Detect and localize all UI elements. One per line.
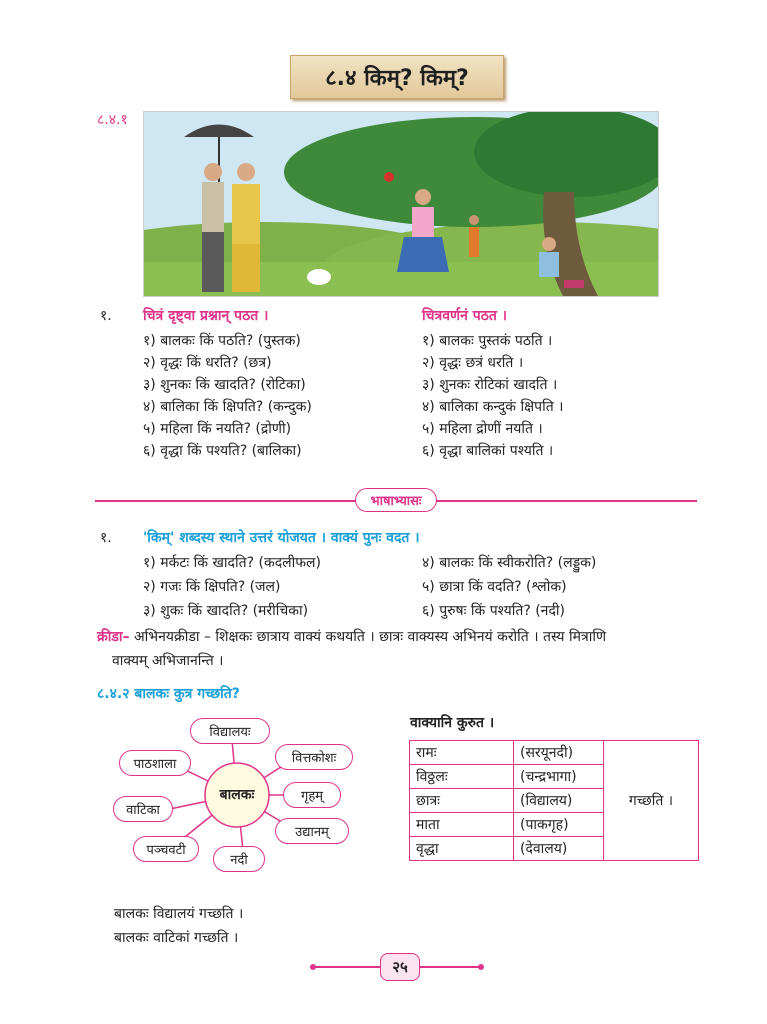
list-item: ६) वृद्धा किं पश्यति? (बालिका) (143, 443, 302, 459)
list-item: ४) बालिका कन्दुकं क्षिपति । (422, 399, 564, 415)
list-item: ५) महिला द्रोणीं नयति । (422, 421, 543, 437)
krida-text-cont: वाक्यम् अभिजानन्ति । (112, 653, 224, 669)
web-node: वाटिका (113, 796, 173, 822)
table-title: वाक्यानि कुरुत । (410, 715, 495, 731)
table-cell: (देवालय) (514, 837, 604, 861)
list-item: २) वृद्धः छत्रं धरति । (422, 355, 524, 371)
list-item: ४) बालकः किं स्वीकरोति? (लड्डुक) (422, 555, 597, 571)
krida-label: क्रीडा– (97, 629, 130, 645)
example-line: बालकः विद्यालयं गच्छति । (114, 906, 244, 922)
q2-number: १. (100, 530, 112, 546)
table-cell: माता (410, 813, 514, 837)
table-cell: वृद्धा (410, 837, 514, 861)
web-node: पञ्चवटी (133, 836, 199, 862)
web-node: वित्तकोशः (275, 744, 353, 770)
web-center: बालकः (219, 787, 255, 803)
web-node: नदी (213, 846, 265, 872)
list-item: २) वृद्धः किं धरति? (छत्र) (143, 355, 272, 371)
footer-dot-left (310, 964, 316, 970)
list-item: ३) शुनकः रोटिकां खादति । (422, 377, 558, 393)
list-item: १) बालकः पुस्तकं पठति । (422, 333, 553, 349)
q2-right-list (422, 551, 596, 623)
list-item: ३) शुकः किं खादति? (मरीचिका) (143, 603, 309, 619)
footer-dot-right (478, 964, 484, 970)
page-title: ८.४ किम्? किम्? (290, 55, 504, 99)
park-scene-image (144, 112, 659, 297)
list-item: ३) शुनकः किं खादति? (रोटिका) (143, 377, 306, 393)
table-cell: (पाकगृह) (514, 813, 604, 837)
q1-left-heading: चित्रं दृष्ट्वा प्रश्नान् पठत । (143, 308, 269, 324)
example-line: बालकः वाटिकां गच्छति । (114, 930, 239, 946)
krida-text: अभिनयक्रीडा – शिक्षकः छात्राय वाक्यं कथयति । छात्रः वाक्यस्य अभिनयं करोति । तस्य मित्राणि (129, 629, 607, 645)
web-node: विद्यालयः (190, 718, 270, 744)
word-web (95, 710, 375, 875)
q2-heading: 'किम्' शब्दस्य स्थाने उत्तरं योजयत । वाक्यं पुनः वदत । (143, 530, 420, 546)
sentence-table (409, 740, 699, 861)
web-node: गृहम् (283, 782, 341, 808)
list-item: ५) महिला किं नयति? (द्रोणी) (143, 421, 292, 437)
table-row (410, 741, 699, 765)
list-item: १) मर्कटः किं खादति? (कदलीफल) (143, 555, 321, 571)
q1-left-list (143, 330, 312, 462)
list-item: २) गजः किं क्षिपति? (जल) (143, 579, 281, 595)
krida-paragraph (97, 626, 707, 648)
list-item: ५) छात्रा किं वदति? (श्लोक) (422, 579, 567, 595)
table-cell: (चन्द्रभागा) (514, 765, 604, 789)
illustration (143, 111, 659, 297)
table-cell: (सरयूनदी) (514, 741, 604, 765)
table-verb-cell: गच्छति । (604, 741, 699, 861)
table-cell: विठ्ठलः (410, 765, 514, 789)
web-node: पाठशाला (119, 750, 191, 776)
list-item: ४) बालिका किं क्षिपति? (कन्दुक) (143, 399, 312, 415)
bhashabhyasa-badge: भाषाभ्यासः (355, 488, 437, 512)
q1-right-heading: चित्रवर्णनं पठत । (422, 308, 508, 324)
web-node: उद्यानम् (275, 818, 349, 844)
q2-left-list (143, 551, 321, 623)
examples (114, 902, 243, 950)
list-item: ६) पुरुषः किं पश्यति? (नदी) (422, 603, 565, 619)
list-item: १) बालकः किं पठति? (पुस्तक) (143, 333, 301, 349)
section-number: ८.४.१ (97, 112, 128, 128)
section2-heading: ८.४.२ बालकः कुत्र गच्छति? (97, 686, 240, 702)
table-cell: रामः (410, 741, 514, 765)
q1-right-list (422, 330, 563, 462)
q1-number: १. (100, 308, 112, 324)
table-cell: (विद्यालय) (514, 789, 604, 813)
table-cell: छात्रः (410, 789, 514, 813)
list-item: ६) वृद्धा बालिकां पश्यति । (422, 443, 554, 459)
page-number: २५ (380, 953, 420, 981)
